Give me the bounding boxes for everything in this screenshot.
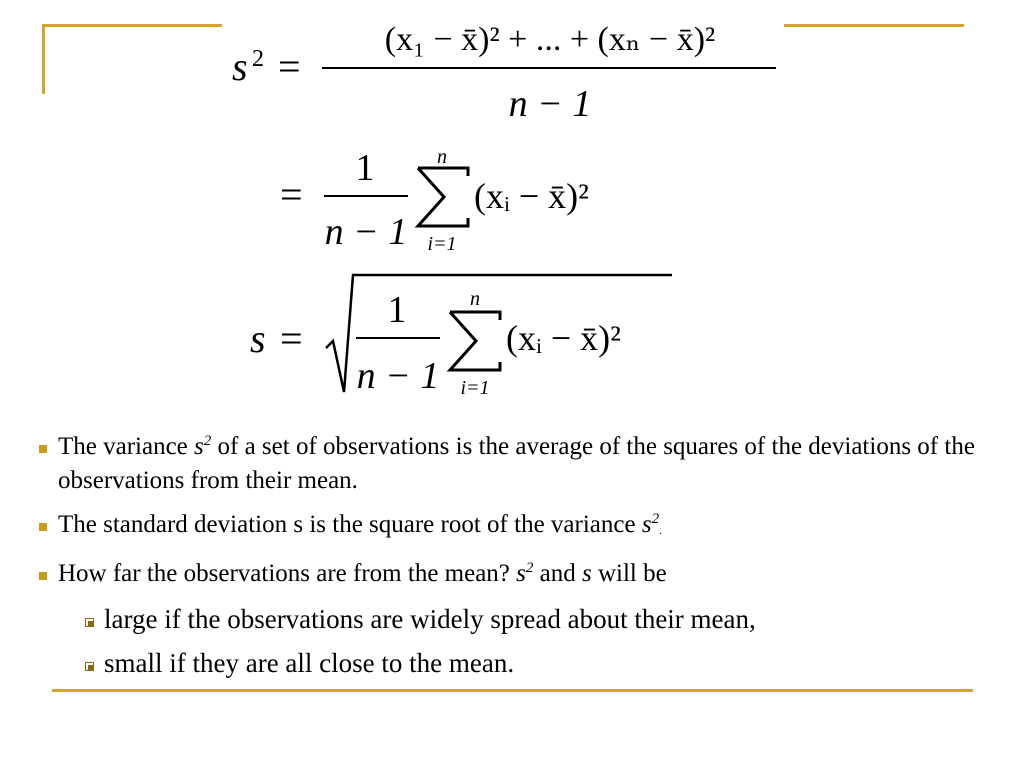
eq3-sigma-icon: [450, 312, 500, 370]
bullet-list: [34, 430, 994, 689]
bullet1-text-end: of a set of observations is the average of the squares of the deviations of the observations from their mean.: [58, 433, 975, 494]
hollow-square-bullet-icon: [85, 618, 94, 627]
eq3-summand: (xᵢ − x̄)²: [506, 318, 621, 358]
bullet3-variable-s2: s: [516, 560, 526, 587]
bullet1-exponent: 2: [203, 433, 212, 449]
bullet3-variable-s: s: [582, 560, 592, 587]
eq1-numerator: (x₁ − x̄)² + ... + (xₙ − x̄)²: [384, 21, 716, 58]
eq3-sum-lower-limit: i=1: [460, 377, 490, 399]
eq2-summand: (xᵢ − x̄)²: [474, 176, 589, 216]
eq2-sum-lower-limit: i=1: [427, 233, 457, 255]
bullet2-variable: s: [641, 511, 652, 538]
bullet2-trailing-dot: .: [659, 523, 663, 537]
equation-standard-deviation: [250, 275, 672, 399]
eq2-equals: =: [280, 172, 303, 217]
square-bullet-icon: [39, 572, 47, 580]
eq2-sigma-icon: [418, 168, 468, 226]
bottom-rule: [52, 689, 973, 692]
bullet2-text-start: The standard deviation s is the square root of the variance: [58, 511, 642, 538]
bullet3-text-start: How far the observations are from the mean?: [58, 560, 517, 587]
bullet3-text-end: will be: [591, 560, 667, 587]
eq3-lhs-variable: s: [250, 316, 266, 361]
eq2-fraction-denominator: n − 1: [324, 211, 408, 253]
sub-bullet-large-text: large if the observations are widely spread about their mean,: [104, 604, 756, 634]
eq2-sum-upper-limit: n: [437, 146, 447, 168]
bullet1-variable: s: [194, 433, 204, 460]
hollow-square-bullet-icon: [85, 662, 94, 671]
eq3-equals: =: [280, 316, 303, 361]
eq3-fraction-numerator: 1: [387, 289, 407, 331]
bullet2-exponent: 2: [651, 511, 660, 527]
eq2-fraction-numerator: 1: [355, 147, 375, 189]
bullet-spread-question: [34, 557, 994, 591]
sub-bullet-large: [78, 601, 994, 637]
bullet1-text-start: The variance: [58, 433, 195, 460]
square-bullet-icon: [39, 445, 47, 453]
square-bullet-icon: [39, 523, 47, 531]
equation-sample-variance: [232, 21, 776, 125]
sub-bullet-small: [78, 645, 994, 681]
eq1-lhs-variable: s: [232, 44, 248, 89]
bullet-variance-definition: [34, 430, 994, 498]
eq1-equals: =: [278, 44, 301, 89]
eq1-denominator: n − 1: [508, 83, 592, 125]
bullet-standard-deviation: [34, 508, 994, 547]
sub-bullet-small-text: small if they are all close to the mean.: [104, 648, 515, 678]
bullet3-text-mid: and: [533, 560, 582, 587]
equation-sum-form: [280, 146, 589, 255]
eq3-sum-upper-limit: n: [470, 288, 480, 310]
eq1-lhs-exponent: 2: [252, 46, 264, 72]
eq3-fraction-denominator: n − 1: [356, 355, 440, 397]
bullet3-exponent: 2: [525, 560, 534, 576]
